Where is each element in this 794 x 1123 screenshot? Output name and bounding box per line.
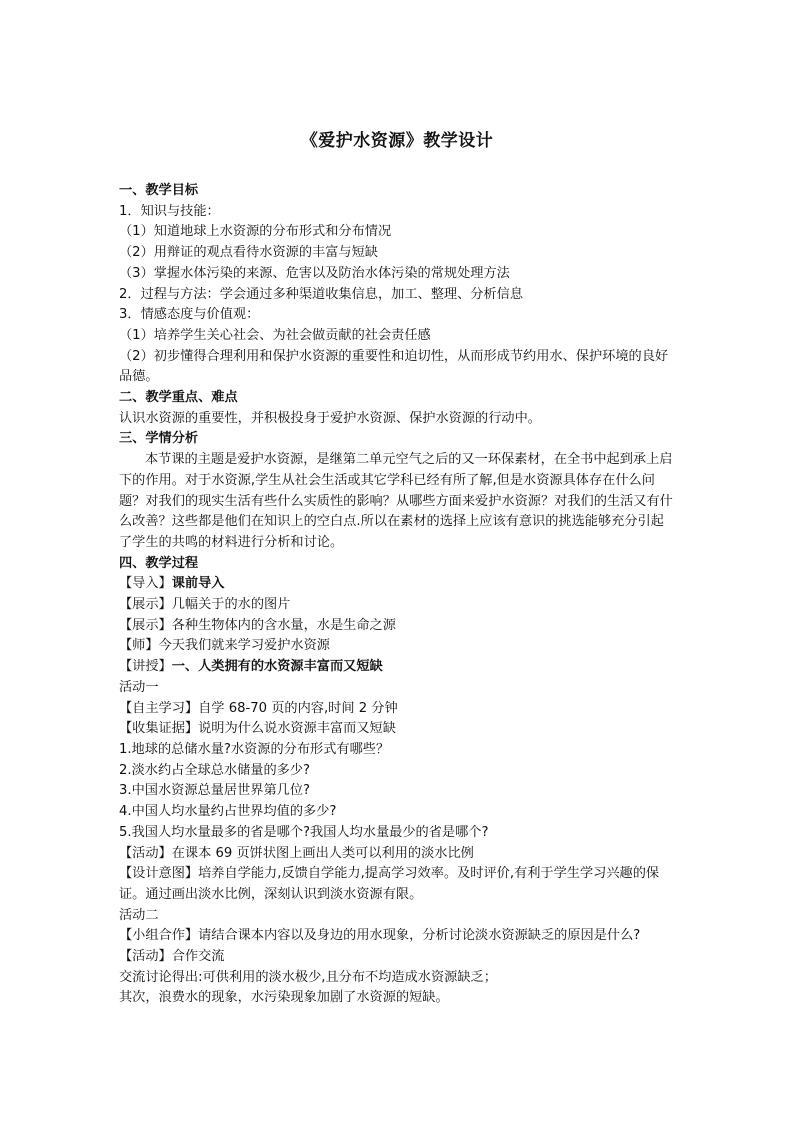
process-line xyxy=(119,616,675,637)
text-line: （2）初步懂得合理利用和保护水资源的重要性和迫切性，从而形成节约用水、保护环境的良好品德。 xyxy=(119,348,669,385)
text-line: 2．过程与方法：学会通过多种渠道收集信息，加工、整理、分析信息 xyxy=(119,286,524,302)
tag-text: 说明为什么说水资源丰富而又短缺 xyxy=(198,721,396,737)
text-line: （1）知道地球上水资源的分布形式和分布情况 xyxy=(119,224,392,240)
tag-text: 合作交流 xyxy=(171,949,225,965)
text-line: 3．情感态度与价值观： xyxy=(119,307,260,323)
section-heading-analysis: 三、学情分析 xyxy=(119,431,199,447)
activity-label: 活动二 xyxy=(119,907,159,923)
tag-text: 在课本 69 页饼状图上画出人类可以利用的淡水比例 xyxy=(171,845,474,861)
tag-text: 请结合课本内容以及身边的用水现象，分析讨论淡水资源缺乏的原因是什么? xyxy=(198,928,641,944)
tag-label: 【展示】 xyxy=(119,617,172,633)
question-line: 4.中国人均水量约占世界均值的多少? xyxy=(119,804,337,820)
process-line xyxy=(119,719,675,740)
section-heading-goals: 一、教学目标 xyxy=(119,183,199,198)
question-line: 3.中国水资源总量居世界第几位? xyxy=(119,783,311,799)
tag-label: 【活动】 xyxy=(119,845,172,861)
text-line: （1）培养学生关心社会、为社会做贡献的社会责任感 xyxy=(119,327,431,343)
process-line xyxy=(119,844,675,865)
document-title: 《爱护水资源》教学设计 xyxy=(300,131,494,151)
tag-label: 【师】 xyxy=(119,638,159,654)
question-line: 5.我国人均水量最多的省是哪个?我国人均水量最少的省是哪个? xyxy=(119,824,489,840)
tag-label: 【导入】 xyxy=(119,576,172,592)
tag-text: 几幅关于的水的图片 xyxy=(171,597,291,613)
conclusion-line: 其次，浪费水的现象，水污染现象加剧了水资源的短缺。 xyxy=(119,990,449,1006)
analysis-paragraph: 本节课的主题是爱护水资源，是继第二单元空气之后的又一环保素材，在全书中起到承上启下的作用。对于水资源,学生从社会生活或其它学科已经有所了解,但是水资源具体存在什么问题？对我们的现实生活有些什么实质性的影响？从哪些方面来爱护水资源？对我们的生活又有什么改善？这些都是他们在知识上的空白点.所以在素材的选择上应该有意识的挑选能够充分引起了学生的共鸣的材料进行分析和讨论。 xyxy=(119,452,673,550)
tag-label: 【收集证据】 xyxy=(119,721,199,737)
tag-text: 今天我们就来学习爱护水资源 xyxy=(158,638,330,654)
text-line: （2）用辩证的观点看待水资源的丰富与短缺 xyxy=(119,245,378,261)
tag-text: 各种生物体内的含水量，水是生命之源 xyxy=(171,617,396,633)
tag-label: 【小组合作】 xyxy=(119,928,199,944)
text-line: 1．知识与技能： xyxy=(119,203,220,219)
tag-text: 培养自学能力,反馈自学能力,提高学习效率。及时评价,有利于学生学习兴趣的保证。通过画出淡水比例，深刻认识到淡水资源有限。 xyxy=(119,866,660,902)
tag-text: 一、人类拥有的水资源丰富而又短缺 xyxy=(171,659,383,675)
text-line: 认识水资源的重要性，并积极投身于爱护水资源、保护水资源的行动中。 xyxy=(119,410,541,426)
process-line xyxy=(119,926,675,947)
tag-label: 【讲授】 xyxy=(119,659,172,675)
process-line xyxy=(119,699,675,720)
process-line xyxy=(119,595,675,616)
tag-text: 课前导入 xyxy=(171,576,225,592)
text-line: （3）掌握水体污染的来源、危害以及防治水体污染的常规处理方法 xyxy=(119,265,510,281)
process-line-intro xyxy=(119,574,675,595)
process-line xyxy=(119,864,675,905)
question-line: 2.淡水约占全球总水储量的多少? xyxy=(119,762,311,778)
tag-label: 【活动】 xyxy=(119,949,172,965)
section-heading-key-points: 二、教学重点、难点 xyxy=(119,390,238,406)
document-body xyxy=(119,181,675,1009)
tag-label: 【展示】 xyxy=(119,597,172,613)
process-line xyxy=(119,947,675,968)
tag-label: 【自主学习】 xyxy=(119,700,199,716)
activity-label: 活动一 xyxy=(119,679,159,695)
section-heading-process: 四、教学过程 xyxy=(119,555,199,571)
tag-label: 【设计意图】 xyxy=(119,866,199,882)
process-line xyxy=(119,636,675,657)
tag-text: 自学 68-70 页的内容,时间 2 分钟 xyxy=(198,700,398,716)
question-line: 1.地球的总储水量?水资源的分布形式有哪些？ xyxy=(119,741,390,757)
process-line-lecture xyxy=(119,657,675,678)
conclusion-line: 交流讨论得出:可供利用的淡水极少,且分布不均造成水资源缺乏； xyxy=(119,969,497,985)
